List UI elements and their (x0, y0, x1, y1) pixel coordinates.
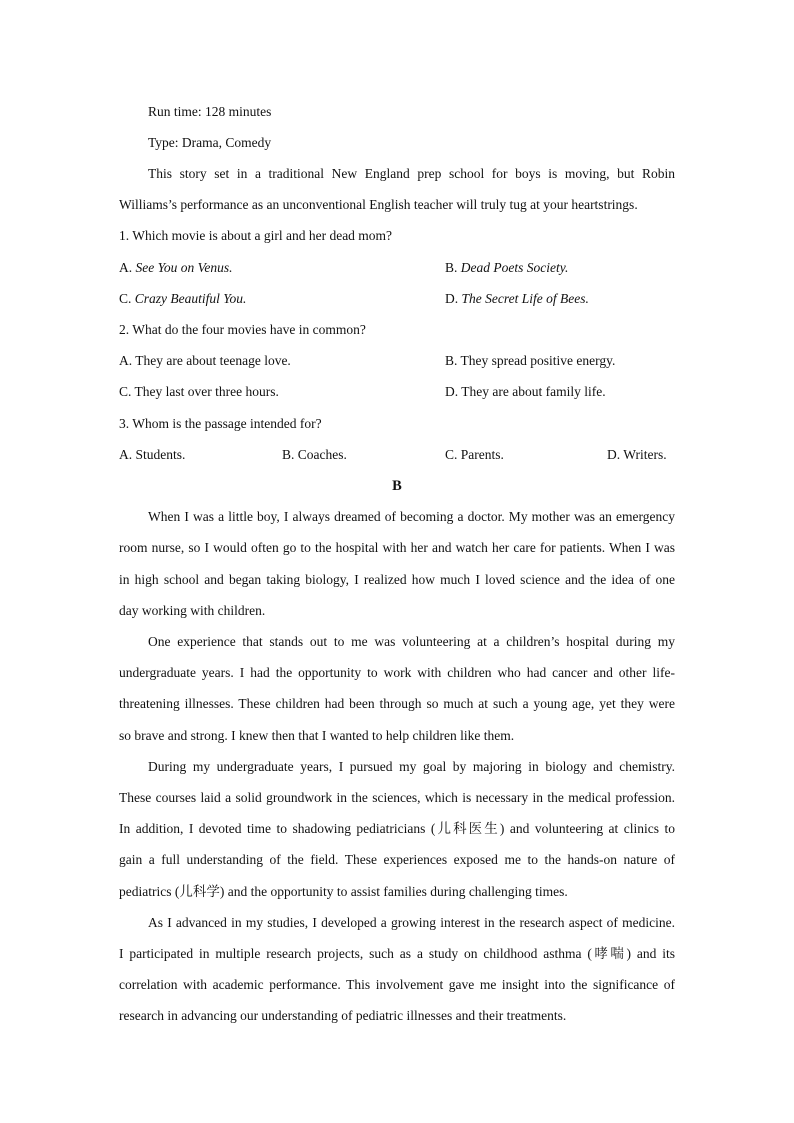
paragraph-line: correlation with academic performance. This involvement gave me insight into the significance of (119, 977, 675, 992)
paragraph-line: so brave and strong. I knew then that I wanted to help children like them. (119, 728, 515, 743)
q1-option-b: B. Dead Poets Society. (445, 260, 569, 275)
paragraph-line: gain a full understanding of the field. These experiences exposed me to the hands-on nature of (119, 852, 675, 867)
q3-option-c: C. Parents. (445, 447, 504, 462)
section-heading: B (392, 478, 402, 494)
q2-option-b: B. They spread positive energy. (445, 353, 616, 368)
paragraph-line: During my undergraduate years, I pursued my goal by majoring in biology and chemistry. (148, 759, 675, 774)
paragraph-line: undergraduate years. I had the opportunity to work with children who had cancer and other life- (119, 665, 675, 680)
q1-option-c: C. Crazy Beautiful You. (119, 291, 247, 306)
q3-option-b: B. Coaches. (282, 447, 347, 462)
movie-description-line: This story set in a traditional New England prep school for boys is moving, but Robin (148, 166, 675, 181)
paragraph-line: day working with children. (119, 603, 266, 618)
q2-option-d: D. They are about family life. (445, 384, 606, 399)
paragraph-line: in high school and began taking biology, I realized how much I loved science and the idea of one (119, 572, 675, 587)
paragraph-line: In addition, I devoted time to shadowing pediatricians (儿科医生) and volunteering at clinics to (119, 821, 675, 836)
movie-type: Type: Drama, Comedy (148, 135, 272, 150)
q2-option-a: A. They are about teenage love. (119, 353, 291, 368)
paragraph-line: When I was a little boy, I always dreamed of becoming a doctor. My mother was an emergency (148, 509, 675, 524)
q1-option-a: A. See You on Venus. (119, 260, 233, 275)
paragraph-line: threatening illnesses. These children had been through so much at such a young age, yet they were (119, 696, 675, 711)
question-1-stem: 1. Which movie is about a girl and her dead mom? (119, 228, 393, 243)
paragraph-line: pediatrics (儿科学) and the opportunity to assist families during challenging times. (119, 884, 568, 899)
movie-description-line: Williams’s performance as an unconventional English teacher will truly tug at your heartstrings. (119, 197, 638, 212)
q3-option-a: A. Students. (119, 447, 186, 462)
q1-option-d: D. The Secret Life of Bees. (445, 291, 589, 306)
paragraph-line: One experience that stands out to me was volunteering at a children’s hospital during my (148, 634, 675, 649)
paragraph-line: research in advancing our understanding of pediatric illnesses and their treatments. (119, 1008, 567, 1023)
q3-option-d: D. Writers. (607, 447, 667, 462)
q2-option-c: C. They last over three hours. (119, 384, 279, 399)
paragraph-line: As I advanced in my studies, I developed a growing interest in the research aspect of medicine. (148, 915, 675, 930)
run-time: Run time: 128 minutes (148, 104, 272, 119)
question-2-stem: 2. What do the four movies have in common? (119, 322, 366, 337)
question-3-stem: 3. Whom is the passage intended for? (119, 416, 322, 431)
paragraph-line: room nurse, so I would often go to the hospital with her and watch her care for patients. When I was (119, 540, 675, 555)
paragraph-line: I participated in multiple research projects, such as a study on childhood asthma (哮喘) and its (119, 946, 675, 961)
paragraph-line: These courses laid a solid groundwork in the sciences, which is necessary in the medical profession. (119, 790, 675, 805)
